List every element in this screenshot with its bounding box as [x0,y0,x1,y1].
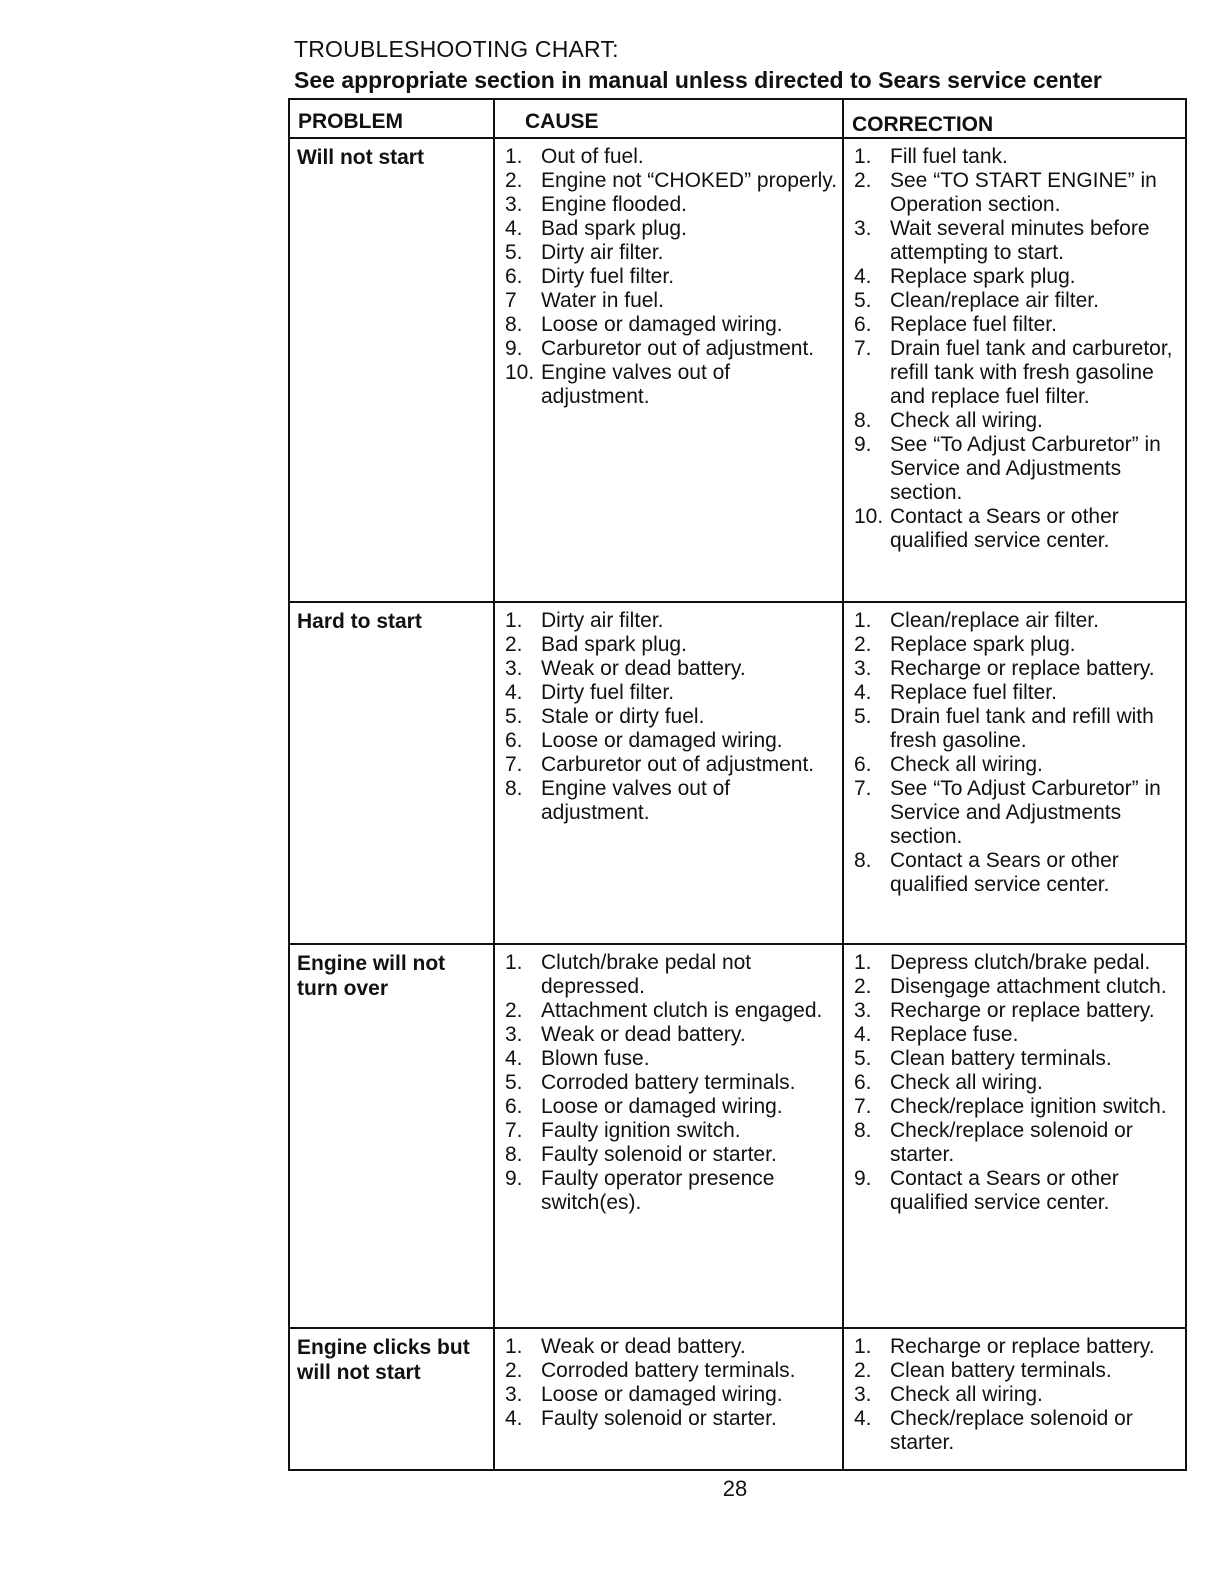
item-text: Loose or damaged wiring. [541,1095,783,1118]
item-number: 5. [505,241,523,264]
problem-cell: Engine clicks but will not start [289,1328,494,1470]
item-number: 7. [854,337,872,360]
cause-list [495,945,842,1223]
list-item [505,361,838,409]
list-item [505,1167,838,1215]
item-number: 3. [854,217,872,240]
item-text: Contact a Sears or other qualified service center. [890,849,1119,896]
item-text: Faulty solenoid or starter. [541,1143,777,1166]
item-text: Depress clutch/brake pedal. [890,951,1151,974]
item-number: 5. [854,705,872,728]
list-item [854,337,1181,409]
list-item [854,145,1181,169]
list-item [854,951,1181,975]
table-row [289,944,1186,1328]
item-text: Blown fuse. [541,1047,650,1070]
item-text: Clean/replace air filter. [890,289,1099,312]
item-text: Disengage attachment clutch. [890,975,1167,998]
list-item [505,1143,838,1167]
item-text: Loose or damaged wiring. [541,1383,783,1406]
item-text: Bad spark plug. [541,633,687,656]
problem-cell: Will not start [289,138,494,602]
item-text: Check all wiring. [890,409,1043,432]
item-number: 1. [505,145,523,168]
item-number: 8. [854,409,872,432]
item-text: Bad spark plug. [541,217,687,240]
list-item [854,657,1181,681]
list-item [854,1095,1181,1119]
item-text: Engine flooded. [541,193,687,216]
list-item [854,217,1181,265]
page-number-wrap [0,1476,1220,1502]
item-number: 9. [854,433,872,456]
table-body [289,138,1186,1470]
list-item [854,1119,1181,1167]
item-number: 8. [854,849,872,872]
list-item [854,409,1181,433]
list-item [505,265,838,289]
list-item [854,681,1181,705]
item-text: Weak or dead battery. [541,1335,746,1358]
item-number: 6. [505,729,523,752]
item-number: 5. [505,705,523,728]
item-number: 2. [505,1359,523,1382]
item-number: 5. [505,1071,523,1094]
table-row [289,1328,1186,1470]
list-item [854,313,1181,337]
item-text: Replace fuel filter. [890,313,1057,336]
item-text: Replace spark plug. [890,633,1076,656]
list-item [505,1359,838,1383]
list-item [854,505,1181,553]
item-number: 4. [854,1407,872,1430]
item-text: Out of fuel. [541,145,644,168]
item-text: Corroded battery terminals. [541,1071,796,1094]
item-text: Engine not “CHOKED” properly. [541,169,838,192]
item-number: 1. [505,1335,523,1358]
list-item [854,753,1181,777]
list-item [505,951,838,999]
item-text: See “To Adjust Carburetor” in Service and Adjustments section. [890,777,1161,848]
list-item [854,849,1181,897]
problem-cell: Hard to start [289,602,494,944]
item-text: Recharge or replace battery. [890,1335,1155,1358]
item-number: 2. [854,975,872,998]
item-text: Clean battery terminals. [890,1359,1112,1382]
item-text: Loose or damaged wiring. [541,729,783,752]
item-number: 9. [505,337,523,360]
list-item [854,705,1181,753]
item-number: 4. [854,1023,872,1046]
item-number: 4. [505,1047,523,1070]
list-item [505,1119,838,1143]
list-item [505,609,838,633]
item-number: 1. [505,609,523,632]
item-text: Check all wiring. [890,753,1043,776]
item-text: Faulty solenoid or starter. [541,1407,777,1430]
item-text: Clean/replace air filter. [890,609,1099,632]
item-number: 2. [854,633,872,656]
problem-cell: Engine will not turn over [289,944,494,1328]
item-text: Check/replace solenoid or starter. [890,1407,1133,1454]
correction-list [844,139,1185,561]
item-text: Recharge or replace battery. [890,657,1155,680]
item-number: 3. [505,1383,523,1406]
list-item [505,217,838,241]
list-item [854,1383,1181,1407]
correction-cell [843,138,1186,602]
item-number: 10. [505,361,535,384]
cause-cell [494,1328,843,1470]
item-number: 8. [854,1119,872,1142]
item-text: Drain fuel tank and refill with fresh gasoline. [890,705,1154,752]
item-text: Contact a Sears or other qualified service center. [890,505,1119,552]
item-text: Check/replace ignition switch. [890,1095,1167,1118]
list-item [505,1335,838,1359]
item-text: Engine valves out of adjustment. [541,361,731,408]
item-number: 7. [854,777,872,800]
item-number: 2. [505,169,523,192]
list-item [854,777,1181,849]
list-item [505,145,838,169]
list-item [505,753,838,777]
item-text: Check all wiring. [890,1071,1043,1094]
item-text: Check/replace solenoid or starter. [890,1119,1133,1166]
item-number: 7 [505,289,517,312]
item-text: Clutch/brake pedal not depressed. [541,951,752,998]
item-text: Attachment clutch is engaged. [541,999,823,1022]
item-text: Weak or dead battery. [541,1023,746,1046]
page-number: 28 [722,1476,748,1501]
item-text: Water in fuel. [541,289,664,312]
column-header-cause: CAUSE [494,99,843,138]
table-row [289,138,1186,602]
item-number: 3. [854,999,872,1022]
item-text: Loose or damaged wiring. [541,313,783,336]
item-text: Faulty ignition switch. [541,1119,741,1142]
cause-list [495,603,842,833]
item-text: See “To Adjust Carburetor” in Service and Adjustments section. [890,433,1161,504]
item-number: 1. [505,951,523,974]
list-item [505,1023,838,1047]
list-item [854,1167,1181,1215]
item-text: See “TO START ENGINE” in Operation section. [890,169,1157,216]
item-text: Engine valves out of adjustment. [541,777,731,824]
list-item [854,1071,1181,1095]
list-item [505,777,838,825]
list-item [854,433,1181,505]
list-item [854,289,1181,313]
item-number: 4. [854,265,872,288]
item-number: 5. [854,1047,872,1070]
troubleshooting-table [288,98,1187,1471]
item-text: Replace spark plug. [890,265,1076,288]
item-number: 5. [854,289,872,312]
item-number: 2. [854,169,872,192]
item-text: Carburetor out of adjustment. [541,753,815,776]
table-row [289,602,1186,944]
item-number: 8. [505,1143,523,1166]
cause-cell [494,602,843,944]
item-number: 4. [505,1407,523,1430]
item-number: 1. [854,145,872,168]
item-number: 8. [505,313,523,336]
item-number: 1. [854,951,872,974]
correction-cell [843,1328,1186,1470]
item-text: Recharge or replace battery. [890,999,1155,1022]
item-number: 1. [854,1335,872,1358]
list-item [505,729,838,753]
list-item [505,313,838,337]
list-item [505,241,838,265]
item-number: 2. [854,1359,872,1382]
item-number: 1. [854,609,872,632]
correction-cell [843,944,1186,1328]
list-item [854,265,1181,289]
list-item [505,337,838,361]
list-item [854,609,1181,633]
item-number: 3. [505,1023,523,1046]
list-item [505,193,838,217]
cause-cell [494,138,843,602]
list-item [505,1095,838,1119]
item-number: 6. [854,753,872,776]
cause-list [495,1329,842,1439]
list-item [505,633,838,657]
item-text: Dirty fuel filter. [541,681,675,704]
item-number: 7. [505,1119,523,1142]
cause-cell [494,944,843,1328]
item-text: Dirty air filter. [541,241,664,264]
item-text: Replace fuel filter. [890,681,1057,704]
item-number: 2. [505,633,523,656]
item-number: 4. [505,217,523,240]
list-item [854,1407,1181,1455]
item-number: 6. [505,265,523,288]
item-number: 3. [505,657,523,680]
item-number: 9. [505,1167,523,1190]
list-item [854,1359,1181,1383]
item-number: 6. [854,1071,872,1094]
item-number: 2. [505,999,523,1022]
item-text: Stale or dirty fuel. [541,705,705,728]
item-number: 9. [854,1167,872,1190]
item-number: 4. [854,681,872,704]
item-text: Dirty fuel filter. [541,265,675,288]
item-number: 3. [505,193,523,216]
list-item [505,1407,838,1431]
table-header-row [289,99,1186,138]
item-text: Check all wiring. [890,1383,1043,1406]
item-text: Clean battery terminals. [890,1047,1112,1070]
list-item [854,169,1181,217]
item-number: 6. [505,1095,523,1118]
list-item [505,657,838,681]
list-item [505,681,838,705]
list-item [505,1071,838,1095]
item-number: 3. [854,657,872,680]
correction-cell [843,602,1186,944]
list-item [854,1335,1181,1359]
correction-list [844,945,1185,1223]
chart-title: TROUBLESHOOTING CHART: [294,36,619,62]
item-text: Drain fuel tank and carburetor, refill tank with fresh gasoline and replace fuel filter. [890,337,1173,408]
list-item [854,633,1181,657]
list-item [505,1047,838,1071]
item-number: 8. [505,777,523,800]
list-item [854,975,1181,999]
item-text: Carburetor out of adjustment. [541,337,815,360]
list-item [854,999,1181,1023]
item-number: 7. [854,1095,872,1118]
list-item [505,1383,838,1407]
item-number: 10. [854,505,884,528]
item-number: 4. [505,681,523,704]
list-item [505,169,838,193]
list-item [505,999,838,1023]
column-header-problem: PROBLEM [289,99,494,138]
item-text: Dirty air filter. [541,609,664,632]
item-text: Corroded battery terminals. [541,1359,796,1382]
item-text: Weak or dead battery. [541,657,746,680]
list-item [505,705,838,729]
list-item [854,1023,1181,1047]
item-text: Faulty operator presence switch(es). [541,1167,775,1214]
item-number: 6. [854,313,872,336]
list-item [854,1047,1181,1071]
list-item [505,289,838,313]
item-number: 3. [854,1383,872,1406]
chart-subtitle: See appropriate section in manual unless directed to Sears service center [294,67,1102,93]
correction-list [844,1329,1185,1463]
column-header-correction: CORRECTION [843,99,1186,138]
item-text: Wait several minutes before attempting to start. [890,217,1150,264]
item-text: Replace fuse. [890,1023,1019,1046]
correction-list [844,603,1185,905]
item-text: Contact a Sears or other qualified service center. [890,1167,1119,1214]
item-text: Fill fuel tank. [890,145,1008,168]
cause-list [495,139,842,417]
item-number: 7. [505,753,523,776]
